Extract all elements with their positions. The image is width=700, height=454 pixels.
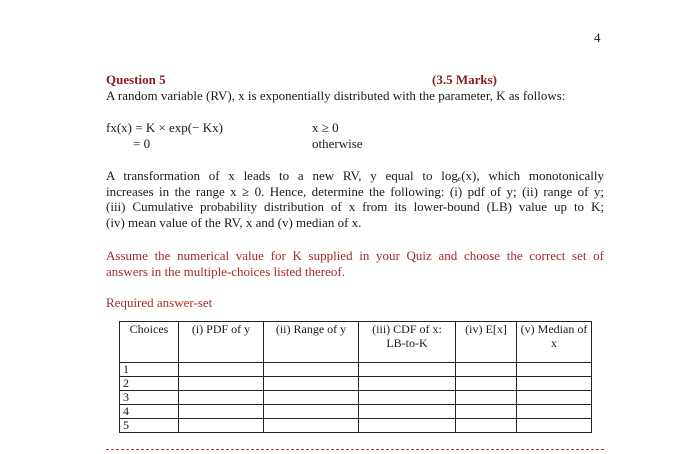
choice-number: 1 [120, 363, 179, 377]
answer-cell[interactable] [517, 363, 592, 377]
question-intro: A random variable (RV), x is exponentially distributed with the parameter, K as follows: [106, 88, 566, 103]
choice-number: 2 [120, 377, 179, 391]
answer-cell[interactable] [456, 363, 517, 377]
pdf-condition-1: x ≥ 0 [312, 120, 339, 135]
answer-table-header-row [120, 322, 592, 363]
answer-cell[interactable] [264, 405, 359, 419]
answer-cell[interactable] [179, 391, 264, 405]
choice-number: 5 [120, 419, 179, 433]
table-row [120, 405, 592, 419]
answer-cell[interactable] [179, 419, 264, 433]
answer-cell[interactable] [456, 391, 517, 405]
answer-cell[interactable] [456, 419, 517, 433]
answer-cell[interactable] [456, 377, 517, 391]
answer-cell[interactable] [264, 391, 359, 405]
pdf-expression-2: = 0 [133, 136, 151, 151]
answer-cell[interactable] [179, 363, 264, 377]
answer-cell[interactable] [517, 377, 592, 391]
answer-cell[interactable] [264, 377, 359, 391]
dashed-divider [106, 449, 604, 450]
question-title: Question 5 [106, 72, 166, 87]
answer-cell[interactable] [359, 419, 456, 433]
table-row [120, 419, 592, 433]
header-expected-value: (iv) E[x] [456, 322, 517, 363]
answer-cell[interactable] [264, 419, 359, 433]
assumption-line: Assume the numerical value for K supplied in your Quiz and choose the correct set of [106, 248, 604, 263]
task-line: (iii) Cumulative probability distribution of x from its lower-bound (LB) value up to K; [106, 199, 604, 215]
answer-cell[interactable] [359, 363, 456, 377]
answer-cell[interactable] [517, 391, 592, 405]
page-number: 4 [594, 30, 601, 45]
task-line: (iv) mean value of the RV, x and (v) median of x. [106, 214, 362, 230]
answer-cell[interactable] [179, 377, 264, 391]
pdf-condition-2: otherwise [312, 136, 363, 151]
answer-set-label: Required answer-set [106, 295, 213, 310]
answer-cell[interactable] [517, 419, 592, 433]
table-row [120, 391, 592, 405]
answer-cell[interactable] [517, 405, 592, 419]
answer-table [119, 321, 592, 433]
header-median: (v) Median of x [517, 322, 592, 363]
table-row [120, 363, 592, 377]
question-marks: (3.5 Marks) [432, 72, 497, 87]
answer-cell[interactable] [264, 363, 359, 377]
header-cdf-of-x: (iii) CDF of x: LB-to-K [359, 322, 456, 363]
pdf-expression-1: fx(x) = K × exp(− Kx) [106, 120, 223, 135]
answer-cell[interactable] [359, 391, 456, 405]
task-paragraph [106, 168, 604, 230]
choice-number: 4 [120, 405, 179, 419]
assumption-line: answers in the multiple-choices listed thereof. [106, 263, 345, 279]
choice-number: 3 [120, 391, 179, 405]
task-line: increases in the range x ≥ 0. Hence, determine the following: (i) pdf of y; (ii) range of y; [106, 183, 604, 199]
header-choices: Choices [120, 322, 179, 363]
header-pdf-of-y: (i) PDF of y [179, 322, 264, 363]
assumption-paragraph [106, 248, 604, 279]
answer-cell[interactable] [359, 377, 456, 391]
answer-cell[interactable] [359, 405, 456, 419]
table-row [120, 377, 592, 391]
answer-cell[interactable] [179, 405, 264, 419]
task-line: A transformation of x leads to a new RV, y equal to logₑ(x), which monotonically [106, 168, 604, 183]
answer-cell[interactable] [456, 405, 517, 419]
header-range-of-y: (ii) Range of y [264, 322, 359, 363]
